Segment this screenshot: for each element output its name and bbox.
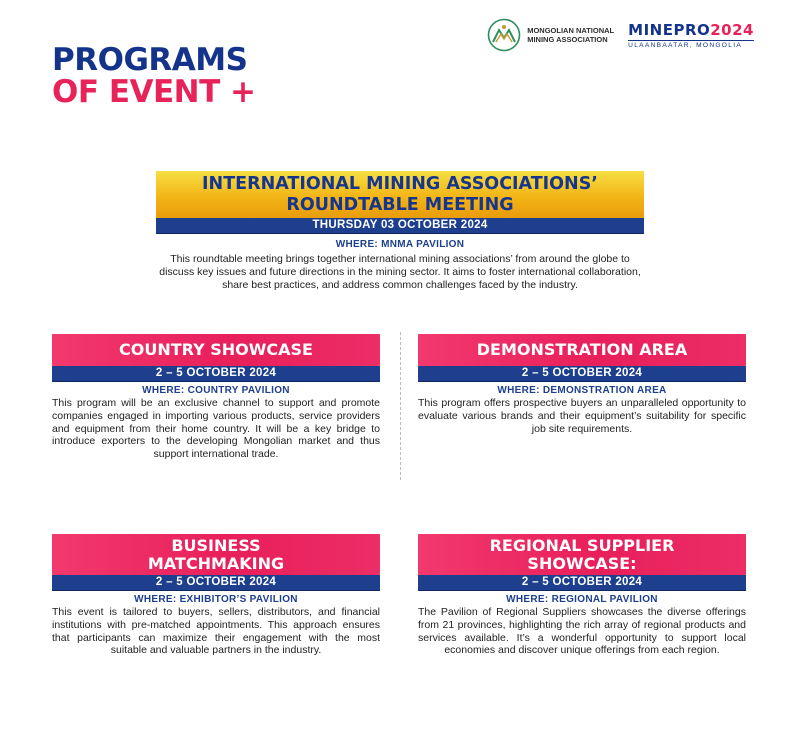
minepro-word: MINEPRO (628, 20, 711, 39)
program-description: This program will be an exclusive channel to support and promote companies engaged in importing various products, service providers and equipment from their home country. It will be a key bridge to introduce exporters to the developing Mongolian market and thus support international trade. (52, 397, 380, 461)
featured-description: This roundtable meeting brings together international mining associations’ from around the globe to discuss key issues and future directions in the mining sector. It aims to foster international collaboration, share best practices, and address common challenges faced by the industry. (159, 253, 641, 292)
column-divider (400, 332, 401, 480)
program-date: 2 – 5 OCTOBER 2024 (52, 575, 380, 591)
program-title-line1: REGIONAL SUPPLIER (489, 536, 675, 555)
page-title-line1: PROGRAMS (52, 42, 248, 78)
program-card-business-matchmaking (52, 534, 380, 657)
featured-where: WHERE: MNMA PAVILION (335, 239, 465, 250)
program-title-banner (52, 334, 380, 366)
program-where: WHERE: DEMONSTRATION AREA (497, 385, 667, 396)
minepro-logo (628, 22, 754, 49)
program-description: This event is tailored to buyers, sellers, distributors, and financial institutions with pre-matched appointments. This approach ensures that participants can maximize their engagement with the most suitable and valuable partners in the industry. (52, 606, 380, 657)
program-card-demonstration-area (418, 334, 746, 435)
featured-title-banner (156, 171, 644, 218)
program-date: 2 – 5 OCTOBER 2024 (418, 366, 746, 382)
program-where: WHERE: REGIONAL PAVILION (506, 594, 658, 605)
minepro-year: 2024 (710, 20, 754, 39)
page-title (52, 44, 256, 108)
featured-title-line2: ROUNDTABLE MEETING (286, 195, 514, 215)
minepro-city: ULAANBAATAR, MONGOLIA (628, 40, 754, 49)
mnma-logo (487, 18, 614, 52)
program-title-banner (418, 334, 746, 366)
program-title-line1: BUSINESS (171, 536, 261, 555)
program-card-regional-supplier (418, 534, 746, 657)
mnma-line1: MONGOLIAN NATIONAL (527, 26, 615, 35)
mnma-emblem-icon (487, 18, 521, 52)
minepro-wordmark (628, 22, 754, 38)
featured-date: THURSDAY 03 OCTOBER 2024 (156, 218, 644, 234)
program-title-banner (52, 534, 380, 575)
featured-title-line1: INTERNATIONAL MINING ASSOCIATIONS’ (202, 174, 598, 194)
program-title-line2: SHOWCASE: (527, 554, 637, 573)
mnma-line2: MINING ASSOCIATION (527, 35, 608, 44)
mnma-text (527, 26, 614, 44)
program-description: This program offers prospective buyers an unparalleled opportunity to evaluate various brands and their equipment’s suitability for specific job site requirements. (418, 397, 746, 435)
program-date: 2 – 5 OCTOBER 2024 (52, 366, 380, 382)
program-where: WHERE: COUNTRY PAVILION (142, 385, 290, 396)
featured-program (156, 171, 644, 293)
program-card-country-showcase (52, 334, 380, 461)
program-title-line2: MATCHMAKING (147, 554, 285, 573)
program-where: WHERE: EXHIBITOR’S PAVILION (134, 594, 298, 605)
program-title-banner (418, 534, 746, 575)
program-title-line1: DEMONSTRATION AREA (476, 340, 688, 359)
program-date: 2 – 5 OCTOBER 2024 (418, 575, 746, 591)
program-title-line1: COUNTRY SHOWCASE (119, 340, 313, 359)
header-logos (487, 18, 754, 52)
program-description: The Pavilion of Regional Suppliers showcases the diverse offerings from 21 provinces, highlighting the rich array of regional products and services available. It’s a wonderful opportunity to support local economies and discover unique offerings from each region. (418, 606, 746, 657)
page-title-line2: OF EVENT + (52, 74, 256, 110)
